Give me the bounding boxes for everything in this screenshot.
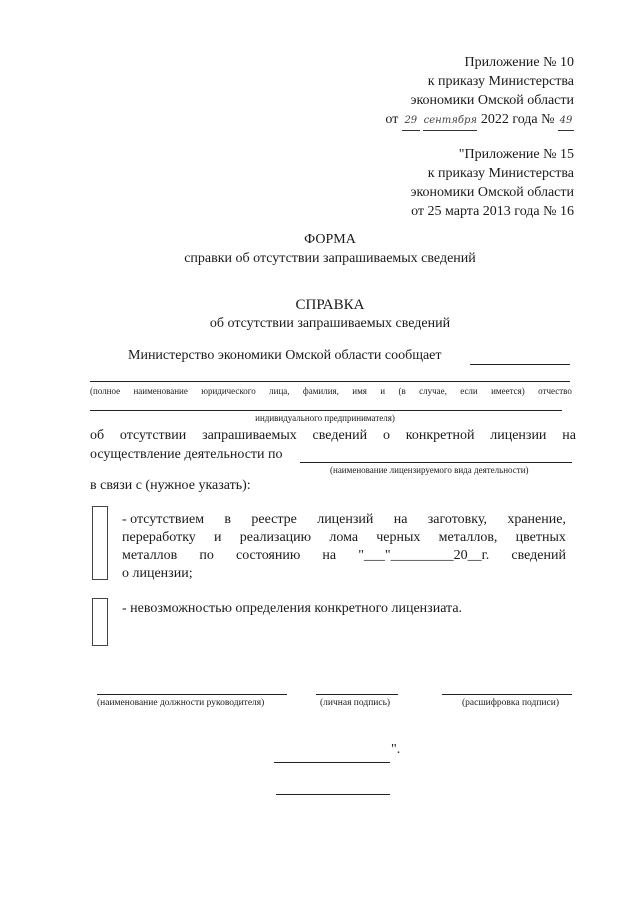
body-word: сведений	[312, 428, 368, 443]
bottom-line-2[interactable]	[276, 794, 390, 795]
hint-entity-word: фамилия,	[302, 386, 339, 396]
hint-entity-word: лица,	[269, 386, 290, 396]
decryption-signature-line[interactable]	[442, 694, 572, 695]
option-1-word: сведений	[511, 548, 566, 563]
option-1-word: в	[224, 512, 232, 527]
appendix-10-block	[385, 53, 574, 131]
hint-entity-word: имя	[352, 386, 367, 396]
bottom-line-1[interactable]	[274, 762, 390, 763]
option-1-row-3	[122, 548, 566, 564]
entity-name-line-2[interactable]	[90, 410, 562, 411]
option-1-word: на	[393, 512, 408, 527]
option-1-row-2	[122, 530, 566, 546]
option-1-word: - отсутствием	[122, 512, 205, 527]
option-1-word: состоянию	[235, 548, 301, 563]
option-1-word: на	[322, 548, 337, 563]
date-prefix: от	[385, 112, 399, 127]
hint-entity-word: если	[460, 386, 478, 396]
appendix-15-block	[410, 145, 574, 221]
position-signature-line[interactable]	[97, 694, 287, 695]
form-subtitle: справки об отсутствии запрашиваемых сведений	[184, 251, 476, 266]
decryption-hint: (расшифровка подписи)	[462, 698, 559, 708]
option-1-word: лицензий	[317, 512, 374, 527]
personal-signature-line[interactable]	[316, 694, 398, 695]
form-title: ФОРМА	[304, 232, 356, 247]
appendix-10-ministry: экономики Омской области	[410, 93, 574, 108]
body-word: отсутствии	[119, 428, 187, 443]
option-1-checkbox[interactable]	[92, 506, 108, 580]
hint-entity-word: и	[380, 386, 386, 396]
order-number: 49	[558, 110, 574, 131]
hint-entity-word: (в	[398, 386, 406, 396]
option-2-checkbox[interactable]	[92, 598, 108, 646]
hint-activity: (наименование лицензируемого вида деятельности)	[330, 465, 529, 475]
hint-entity-word: случае,	[419, 386, 447, 396]
appendix-15-order: к приказу Министерства	[427, 166, 574, 181]
option-1-word: металлов,	[438, 530, 498, 545]
appendix-15-date: от 25 марта 2013 года № 16	[411, 204, 574, 219]
closing-quote: ".	[391, 742, 401, 757]
body-word: об	[90, 428, 105, 443]
hint-entity-word: отчество	[538, 386, 572, 396]
option-1-word: переработку	[122, 530, 196, 545]
option-1-word: реализацию	[239, 530, 312, 545]
body-word: на	[562, 428, 576, 443]
option-1-word: по	[199, 548, 214, 563]
date-day: 29	[402, 110, 420, 131]
certificate-subtitle: об отсутствии запрашиваемых сведений	[209, 316, 451, 331]
option-2-text: - невозможностью определения конкретного лицензиата.	[122, 601, 463, 616]
date-month: сентября	[423, 110, 477, 131]
reports-blank-line[interactable]	[470, 364, 570, 365]
body-word: о	[382, 428, 390, 443]
activity-blank-line[interactable]	[300, 462, 572, 463]
date-suffix: 2022 года №	[480, 112, 555, 127]
body-word: лицензии	[490, 428, 547, 443]
ministry-reports-text: Министерство экономики Омской области сообщает	[128, 348, 442, 363]
hint-entity-word: юридического	[201, 386, 256, 396]
option-1-word: металлов	[122, 548, 178, 563]
option-1-word: заготовку,	[427, 512, 487, 527]
hint-entity-row	[90, 386, 572, 396]
option-1-word: черных	[376, 530, 421, 545]
option-1-word: и	[214, 530, 222, 545]
due-to-label: в связи с (нужное указать):	[90, 478, 251, 493]
certificate-title: СПРАВКА	[295, 297, 365, 313]
appendix-10-date-line	[385, 110, 574, 131]
option-1-word: цветных	[515, 530, 566, 545]
option-1-word: реестре	[251, 512, 297, 527]
hint-entity-word: (полное	[90, 386, 121, 396]
body-word: конкретной	[405, 428, 475, 443]
position-hint: (наименование должности руководителя)	[97, 698, 265, 708]
hint-entity-line2: индивидуального предпринимателя)	[255, 413, 395, 423]
hint-entity-word: наименование	[133, 386, 188, 396]
option-1-word: "___"_________20__г.	[358, 548, 490, 563]
option-1-word: хранение,	[507, 512, 566, 527]
appendix-15-title: "Приложение № 15	[458, 147, 574, 162]
hint-entity-word: имеется)	[491, 386, 525, 396]
body-line-2: осуществление деятельности по	[90, 447, 283, 462]
appendix-10-title: Приложение № 10	[464, 55, 574, 70]
signature-hint: (личная подпись)	[320, 698, 391, 708]
option-1-row-1	[122, 512, 566, 528]
appendix-10-order: к приказу Министерства	[427, 74, 574, 89]
option-1-row-4: о лицензии;	[122, 566, 193, 581]
entity-name-line-1[interactable]	[90, 381, 570, 382]
option-1-word: лома	[329, 530, 359, 545]
body-line-1	[90, 428, 576, 444]
body-word: запрашиваемых	[202, 428, 297, 443]
appendix-15-ministry: экономики Омской области	[410, 185, 574, 200]
